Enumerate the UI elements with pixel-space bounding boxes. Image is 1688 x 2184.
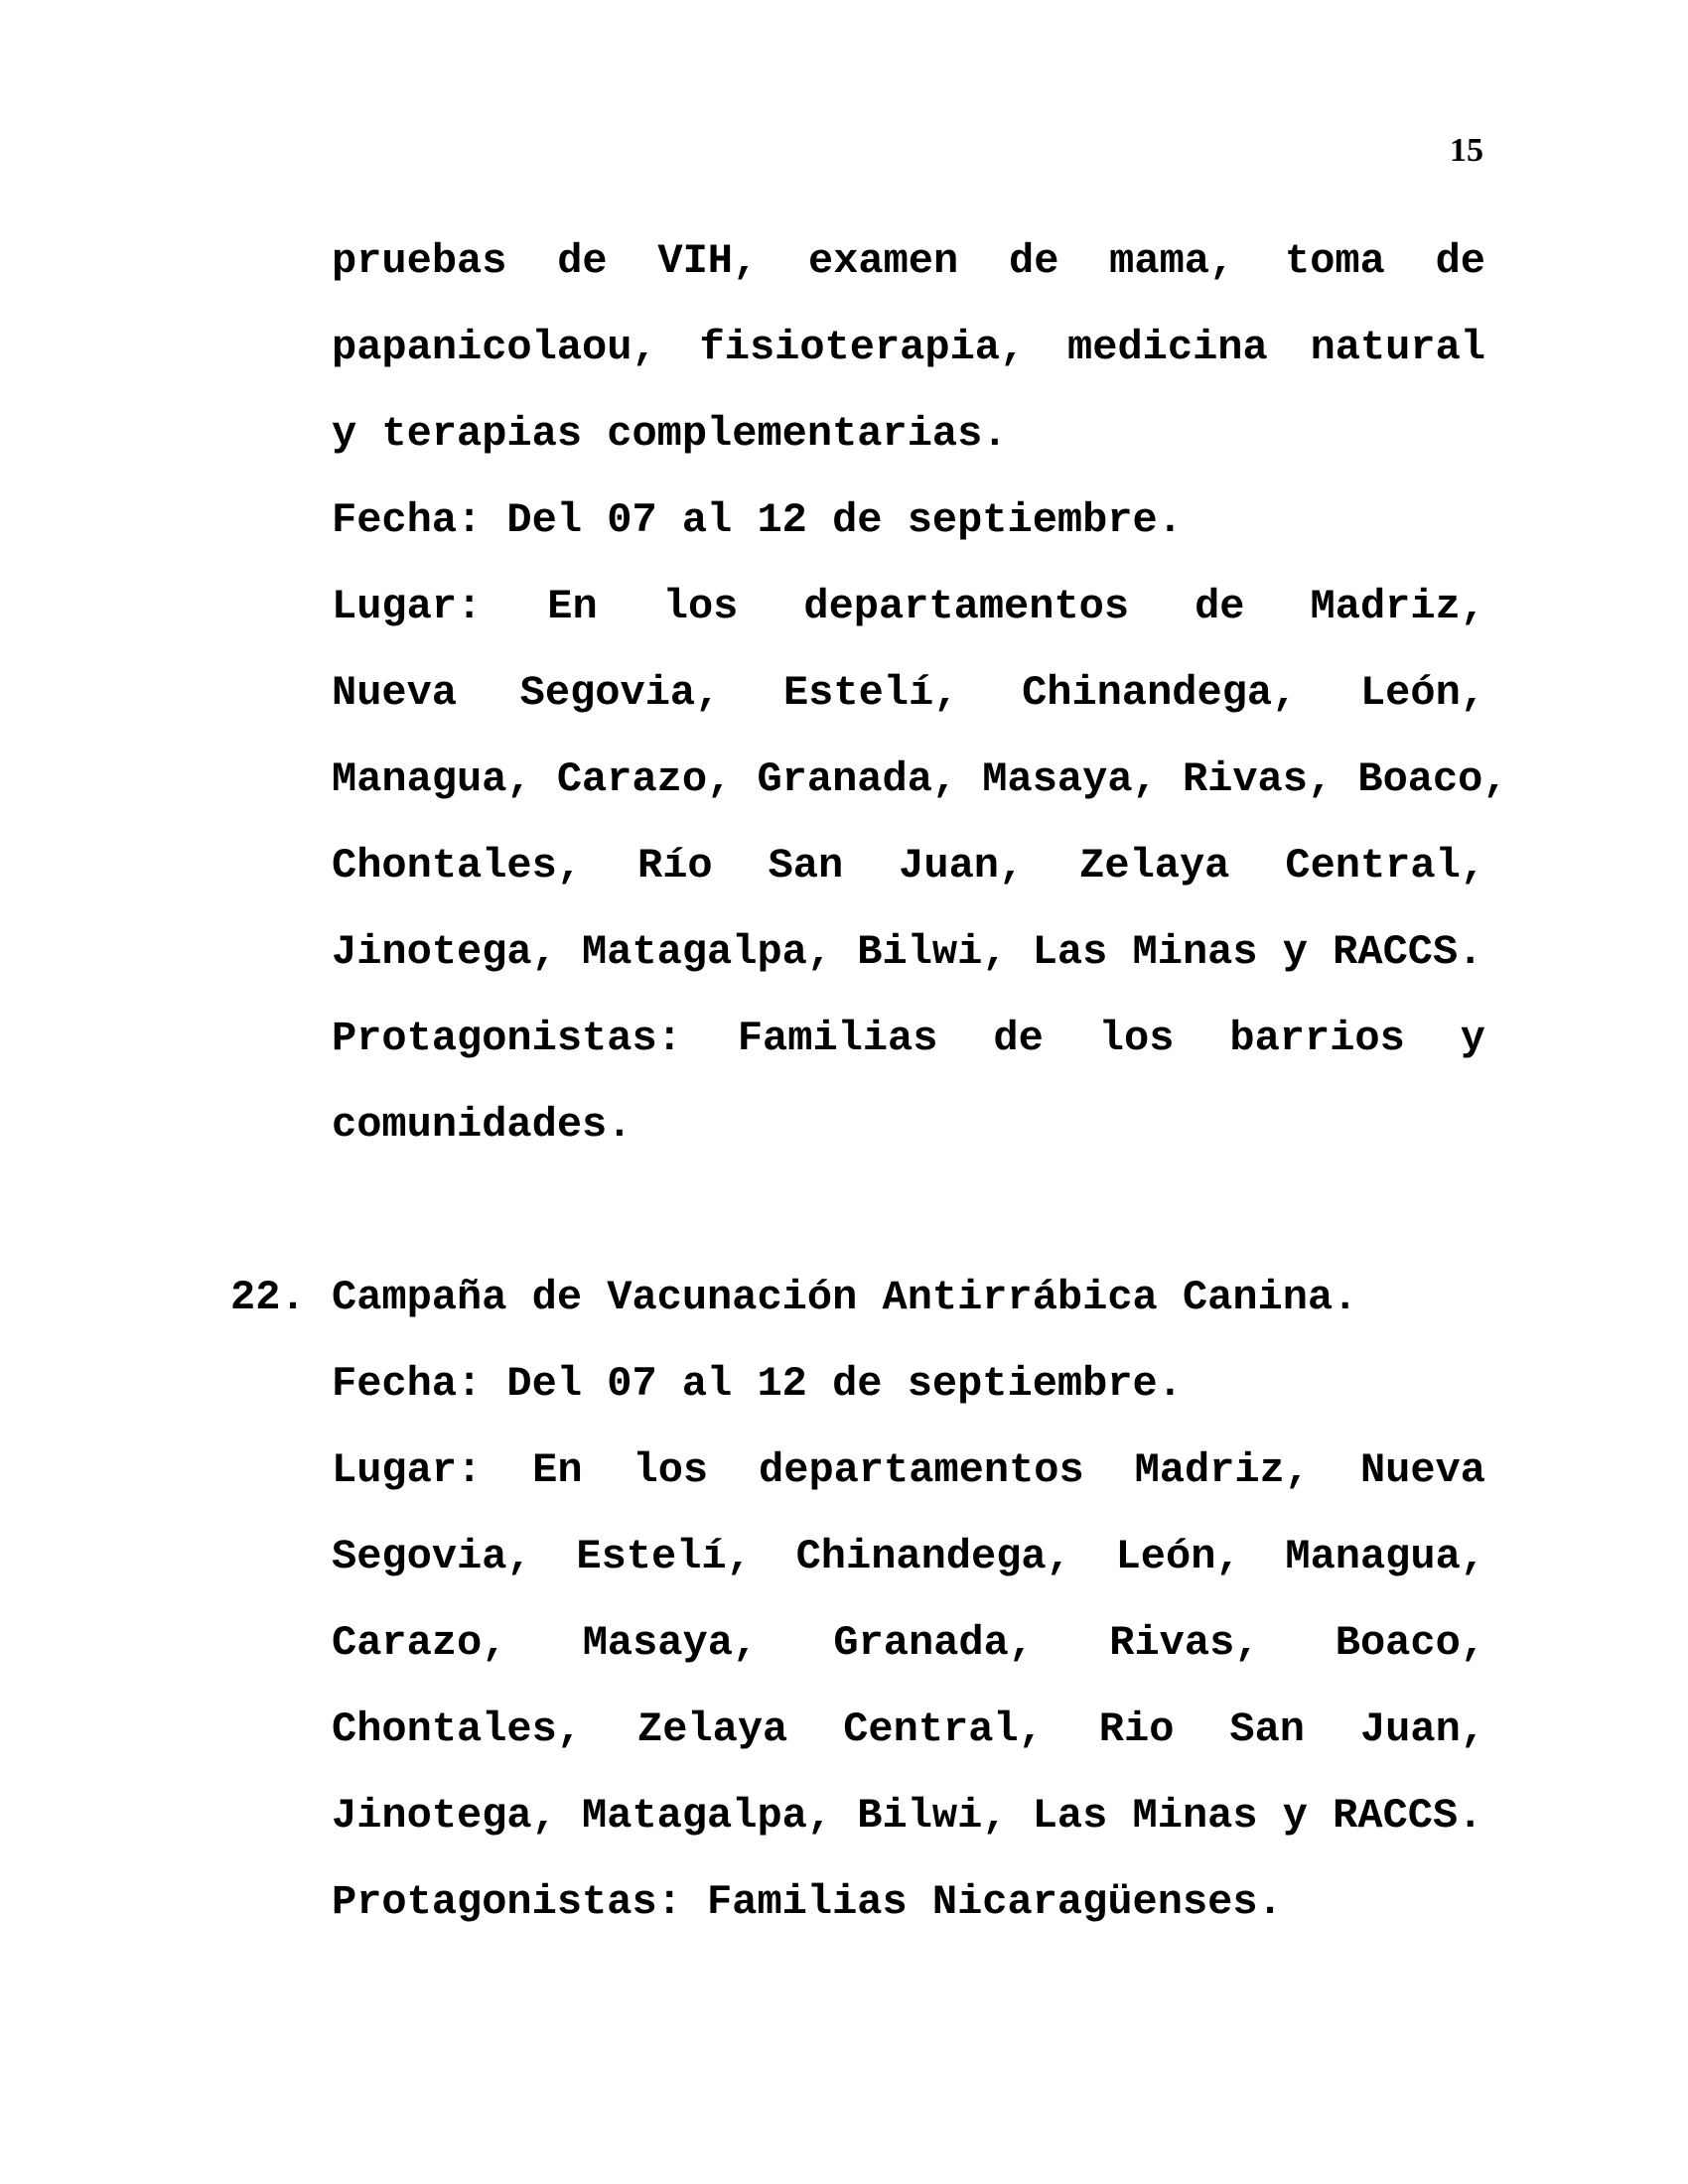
lugar-line: Segovia, Estelí, Chinandega, León, Managua, [332, 1533, 1485, 1580]
fecha-line: Fecha: Del 07 al 12 de septiembre. [332, 496, 1183, 544]
lugar-line: Jinotega, Matagalpa, Bilwi, Las Minas y RACCS. [332, 1792, 1483, 1840]
continuation-section [332, 230, 1508, 1180]
section-gap [332, 1180, 1485, 1267]
protagonistas-line: Protagonistas: Familias de los barrios y [332, 1015, 1485, 1062]
lugar-line: Chontales, Zelaya Central, Rio San Juan, [332, 1706, 1485, 1753]
lugar-line: Lugar: En los departamentos de Madriz, [332, 583, 1485, 630]
page-number: 15 [1450, 132, 1483, 169]
item-title-line [230, 1267, 1485, 1353]
lugar-line: Chontales, Río San Juan, Zelaya Central, [332, 842, 1485, 889]
paragraph-line: papanicolaou, fisioterapia, medicina natural [332, 324, 1485, 371]
item-number: 22. [230, 1274, 306, 1321]
lugar-line: Managua, Carazo, Granada, Masaya, Rivas, Boaco, [332, 755, 1508, 803]
list-item-22 [230, 1267, 1485, 1958]
protagonistas-line: comunidades. [332, 1101, 633, 1149]
fecha-line: Fecha: Del 07 al 12 de septiembre. [332, 1360, 1183, 1408]
document-body [230, 230, 1508, 1958]
lugar-line: Jinotega, Matagalpa, Bilwi, Las Minas y RACCS. [332, 928, 1483, 976]
lugar-line: Lugar: En los departamentos Madriz, Nueva [332, 1446, 1485, 1494]
lugar-line: Nueva Segovia, Estelí, Chinandega, León, [332, 669, 1485, 717]
paragraph-line: y terapias complementarias. [332, 410, 1008, 458]
paragraph-line: pruebas de VIH, examen de mama, toma de [332, 237, 1485, 285]
lugar-line: Carazo, Masaya, Granada, Rivas, Boaco, [332, 1619, 1485, 1667]
item-title: Campaña de Vacunación Antirrábica Canina. [332, 1274, 1358, 1321]
protagonistas-line: Protagonistas: Familias Nicaragüenses. [332, 1878, 1283, 1926]
